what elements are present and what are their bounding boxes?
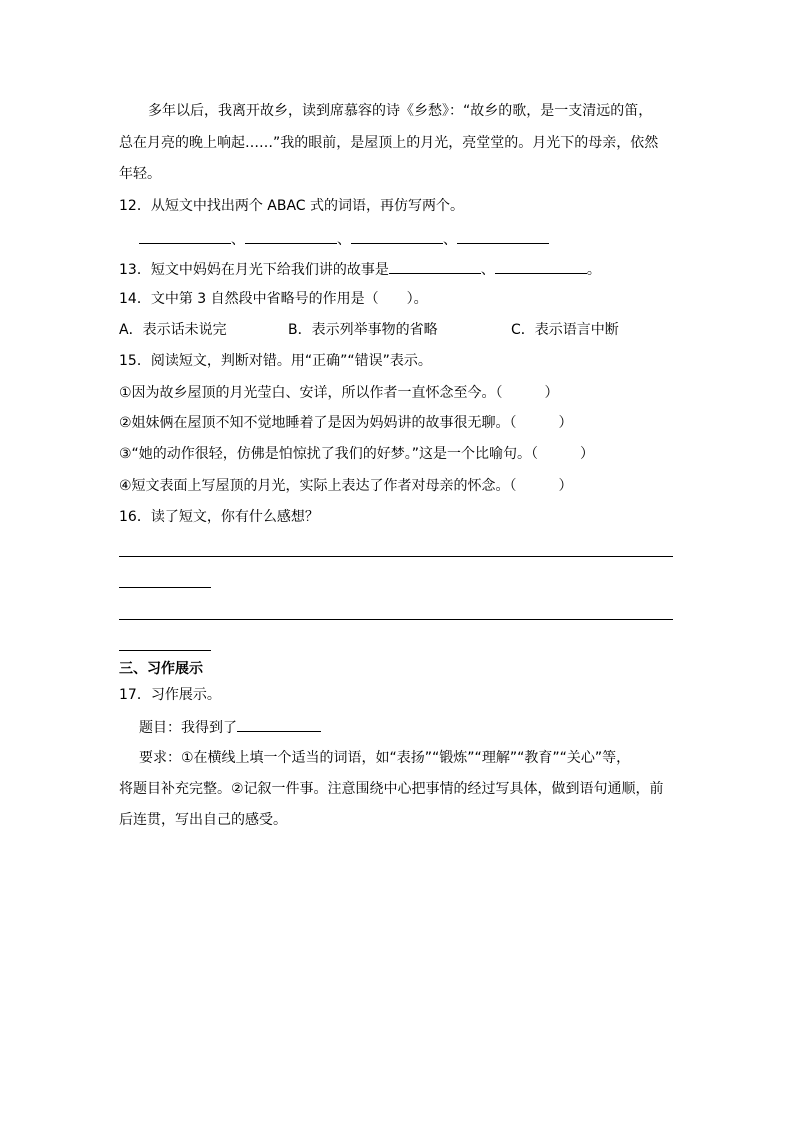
q12-blank-3[interactable] [351, 229, 443, 244]
q17-topic: 题目：我得到了 [139, 720, 237, 736]
q14-option-c[interactable]: C．表示语言中断 [511, 322, 619, 338]
q17-requirement-1: 要求：①在横线上填一个适当的词语，如“表扬”“锻炼”“理解”“教育”“关心”等， [139, 750, 631, 766]
q15-item-4: ④短文表面上写屋顶的月光，实际上表达了作者对母亲的怀念。（ ） [119, 478, 573, 494]
q16-answer-line-4[interactable] [119, 650, 211, 651]
q15-item-1: ①因为故乡屋顶的月光莹白、安详，所以作者一直怀念至今。（ ） [119, 385, 559, 401]
passage-line-2: 总在月亮的晚上响起……”我的眼前，是屋顶上的月光，亮堂堂的。月光下的母亲，依然 [119, 135, 659, 151]
q14-option-a[interactable]: A．表示话未说完 [119, 322, 227, 338]
question-13-row [119, 259, 601, 280]
q12-answer-row [139, 229, 549, 250]
q12-blank-1[interactable] [139, 229, 231, 244]
q17-topic-blank[interactable] [237, 717, 321, 732]
q12-sep-1: 、 [231, 232, 245, 248]
passage-line-1: 多年以后，我离开故乡，读到席慕容的诗《乡愁》：“故乡的歌，是一支清远的笛， [148, 103, 653, 119]
section-3-heading: 三、习作展示 [119, 661, 203, 677]
q13-blank-2[interactable] [495, 259, 587, 274]
q16-answer-line-2[interactable] [119, 587, 211, 588]
q12-blank-2[interactable] [245, 229, 337, 244]
q17-requirement-2: 将题目补充完整。②记叙一件事。注意围绕中心把事情的经过写具体，做到语句通顺，前 [119, 781, 664, 797]
question-15: 15．阅读短文，判断对错。用“正确”“错误”表示。 [119, 353, 432, 369]
q15-item-3: ③“她的动作很轻，仿佛是怕惊扰了我们的好梦。”这是一个比喻句。（ ） [119, 446, 595, 462]
q16-answer-line-1[interactable] [119, 556, 673, 557]
q13-blank-1[interactable] [389, 259, 481, 274]
q17-requirement-3: 后连贯，写出自己的感受。 [119, 812, 287, 828]
q15-item-2: ②姐妹俩在屋顶不知不觉地睡着了是因为妈妈讲的故事很无聊。（ ） [119, 415, 573, 431]
q13-end: 。 [586, 262, 601, 278]
question-17: 17．习作展示。 [119, 687, 221, 703]
q12-sep-3: 、 [443, 232, 457, 248]
question-13: 13．短文中妈妈在月光下给我们讲的故事是 [119, 262, 389, 278]
passage-line-3: 年轻。 [119, 166, 161, 182]
question-12: 12．从短文中找出两个 ABAC 式的词语，再仿写两个。 [119, 198, 465, 214]
q16-answer-line-3[interactable] [119, 619, 673, 620]
question-16: 16．读了短文，你有什么感想？ [119, 509, 319, 525]
q17-topic-row [139, 717, 321, 738]
q14-option-b[interactable]: B．表示列举事物的省略 [288, 322, 438, 338]
q13-sep: 、 [480, 262, 495, 278]
q12-sep-2: 、 [337, 232, 351, 248]
q12-blank-4[interactable] [457, 229, 549, 244]
question-14: 14．文中第 3 自然段中省略号的作用是（ ）。 [119, 291, 428, 307]
